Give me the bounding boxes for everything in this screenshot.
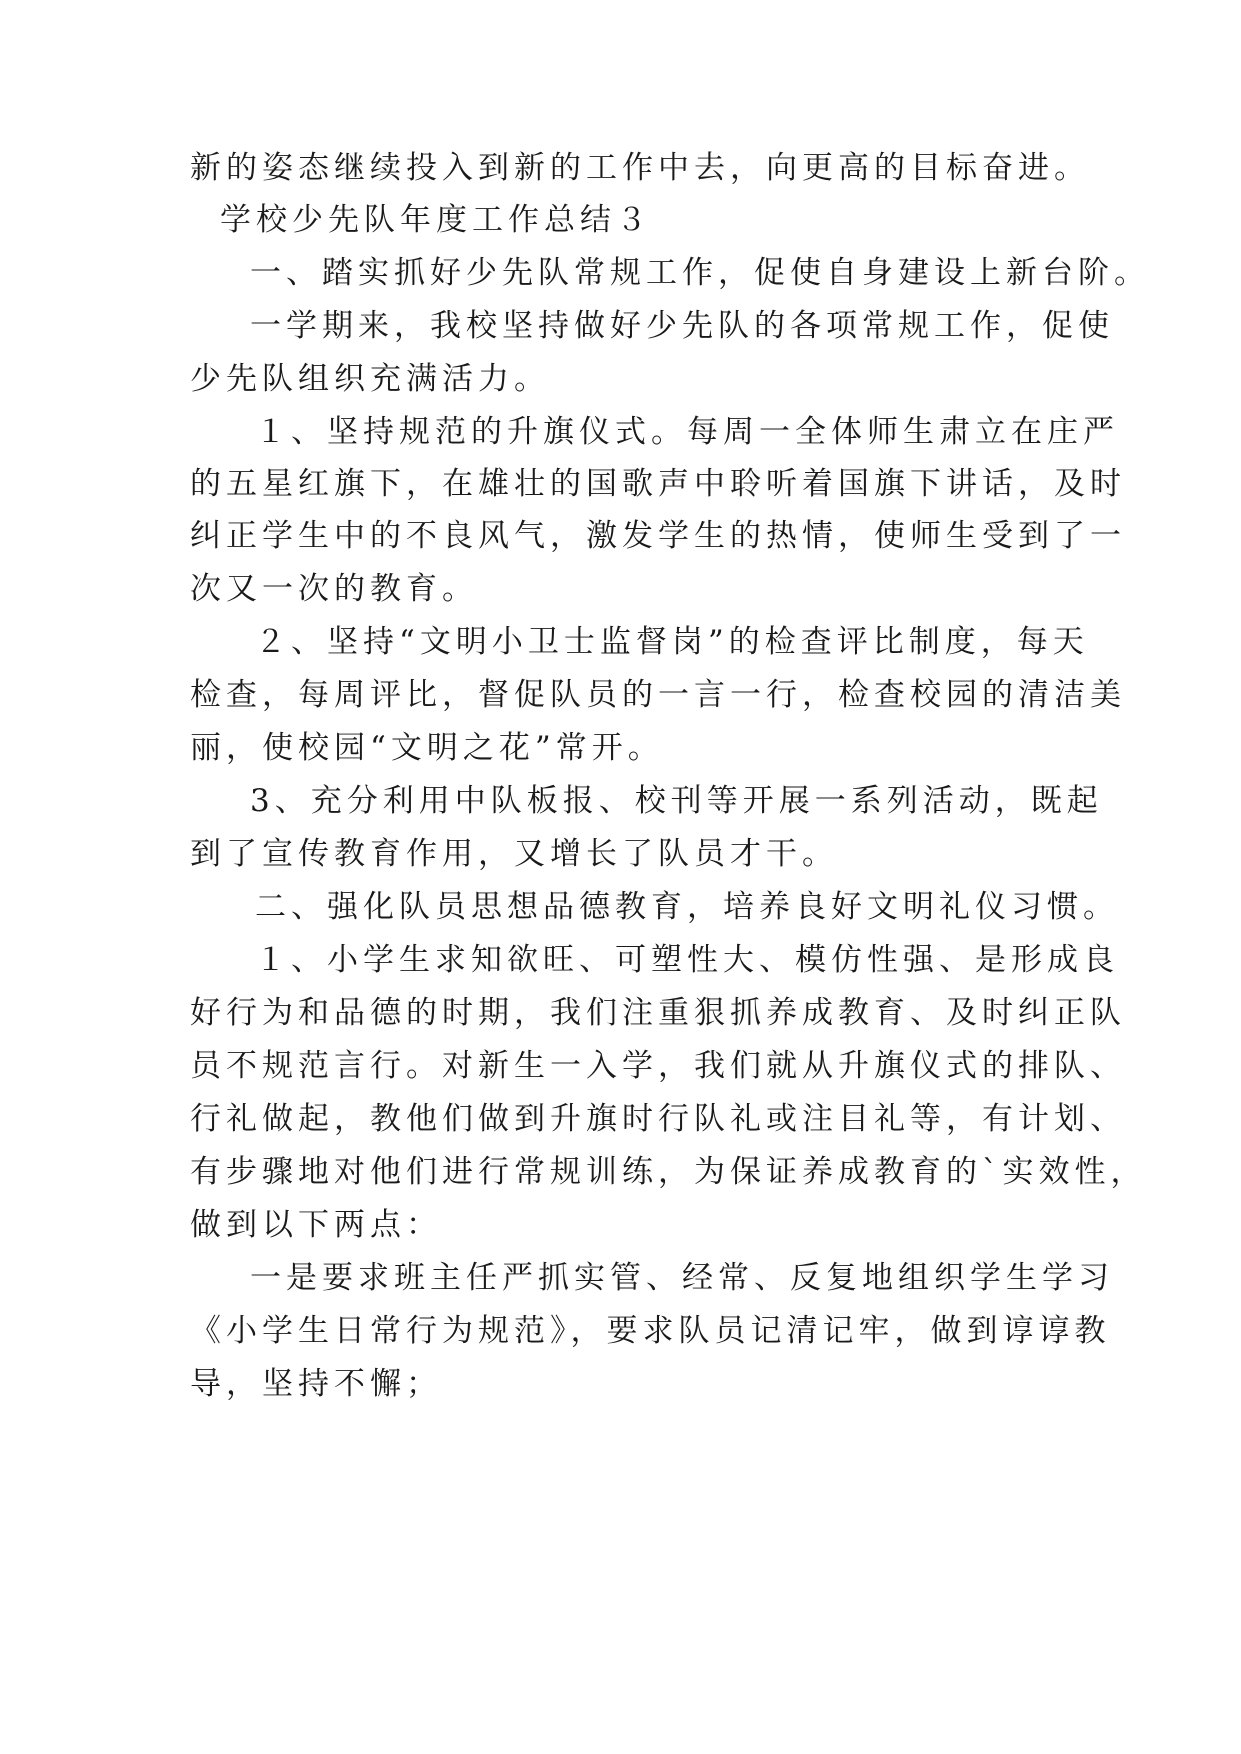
text-line: 新的姿态继续投入到新的工作中去，向更高的目标奋进。 xyxy=(190,150,1090,186)
text-line: ２、坚持“文明小卫士监督岗”的检查评比制度，每天 xyxy=(255,624,1089,660)
heading-line: 二、强化队员思想品德教育，培养良好文明礼仪习惯。 xyxy=(255,889,1119,925)
text-line: 员不规范言行。对新生一入学，我们就从升旗仪式的排队、 xyxy=(190,1048,1126,1084)
text-line: １、坚持规范的升旗仪式。每周一全体师生肃立在庄严 xyxy=(255,414,1119,450)
text-line: 好行为和品德的时期，我们注重狠抓养成教育、及时纠正队 xyxy=(190,995,1126,1031)
heading-line: 一、踏实抓好少先队常规工作，促使自身建设上新台阶。 xyxy=(250,255,1150,291)
text-line: 一是要求班主任严抓实管、经常、反复地组织学生学习 xyxy=(250,1260,1114,1296)
text-line: 《小学生日常行为规范》，要求队员记清记牢，做到谆谆教 xyxy=(190,1313,1111,1349)
text-line: 的五星红旗下，在雄壮的国歌声中聆听着国旗下讲话，及时 xyxy=(190,466,1126,502)
text-line: 纠正学生中的不良风气，激发学生的热情，使师生受到了一 xyxy=(190,518,1126,554)
text-line: 有步骤地对他们进行常规训练，为保证养成教育的`实效性， xyxy=(190,1154,1147,1190)
text-line: 做到以下两点： xyxy=(190,1207,442,1243)
text-line: 行礼做起，教他们做到升旗时行队礼或注目礼等，有计划、 xyxy=(190,1101,1126,1137)
text-line: 丽，使校园“文明之花”常开。 xyxy=(190,730,664,766)
text-line: 次又一次的教育。 xyxy=(190,571,478,607)
text-line: 检查，每周评比，督促队员的一言一行，检查校园的清洁美 xyxy=(190,677,1126,713)
text-line: 一学期来，我校坚持做好少先队的各项常规工作，促使 xyxy=(250,308,1114,344)
text-line: １、小学生求知欲旺、可塑性大、模仿性强、是形成良 xyxy=(255,942,1119,978)
text-line: 导，坚持不懈； xyxy=(190,1366,442,1402)
section-title: 学校少先队年度工作总结３ xyxy=(220,202,652,238)
text-line: 少先队组织充满活力。 xyxy=(190,361,550,397)
text-line: 到了宣传教育作用，又增长了队员才干。 xyxy=(190,836,838,872)
text-line: 3、充分利用中队板报、校刊等开展一系列活动，既起 xyxy=(250,783,1103,819)
